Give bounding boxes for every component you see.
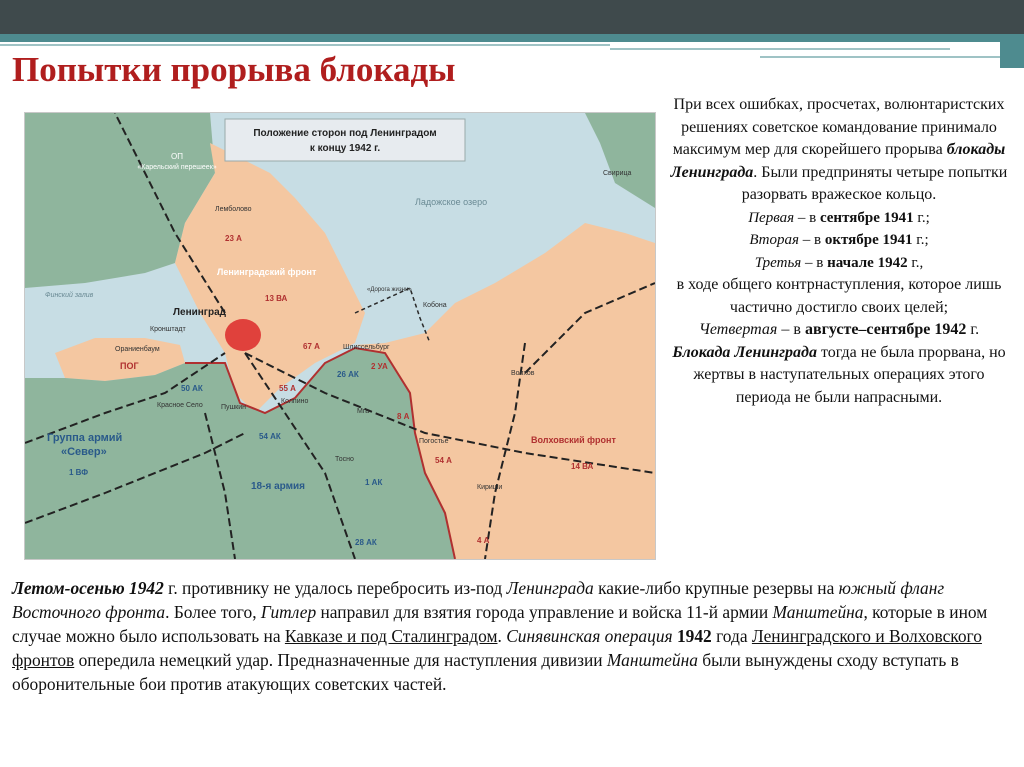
leningrad-city-marker [225,319,261,351]
header-corner [1000,34,1024,68]
label-lembolovo: Лемболово [215,206,252,213]
label-kolpino: Колпино [281,398,309,405]
label-14va: 14 ВА [571,462,594,471]
label-oranienbaum: Ораниенбаум [115,346,160,353]
label-volkhov-front: Волховский фронт [531,435,616,445]
label-54a: 54 А [435,456,452,465]
label-1vf: 1 ВФ [69,468,89,477]
label-volkhov: Волхов [511,370,535,377]
label-mga: Мга [357,408,370,415]
attempt-fourth: Четвертая – в августе–сентябре 1942 г. [698,321,980,338]
header-rule [610,48,950,50]
label-ladoga: Ладожское озеро [415,197,488,207]
label-pushkin: Пушкин [221,404,246,411]
header-accent-band [0,34,1024,42]
header-rule [0,44,610,46]
label-kirishi: Кириши [477,484,503,491]
side-text [666,94,1012,409]
side-conclusion: Блокада Ленинграда тогда не была прорвана, но жертвы в наступательных операциях этого периода не были напрасными. [672,343,1006,406]
label-army-group-north: «Север» [61,446,107,458]
bottom-paragraph: Летом-осенью 1942 г. противнику не удалось перебросить из-под Ленинграда какие-либо крупные резервы на южный фланг Восточного фронта. Более того, Гитлер направил для взятия города управление и войска 11-й армии Манштейна, которые в ином случае можно было использовать на Кавказе и под Сталинградом. Синявинская операция 1942 года Ленинградского и Волховского фронтов опередила немецкий удар. Предназначенные для наступления дивизии Манштейна были вынуждены сходу вступать в оборонительные бои против атакующих советских частей. [12,578,988,694]
label-army-group: Группа армий [47,432,123,444]
map-svg [25,113,655,559]
label-op: ОП [171,152,183,161]
label-1ak: 1 АК [365,478,383,487]
side-intro: При всех ошибках, просчетах, волюнтаристских решениях советское командование принимало максимум мер для скорейшего прорыва блокады Ленинграда. Были предприняты четыре попытки разорвать вражеское кольцо. [670,96,1008,203]
link-caucasus-stalingrad[interactable]: Кавказе и под Сталинградом [284,626,498,646]
legend-title-line2: к концу 1942 г. [309,143,381,154]
label-kobona: Кобона [423,302,447,309]
map-image [24,112,656,560]
label-28ak: 28 АК [355,538,377,547]
label-67a: 67 А [303,342,320,351]
attempt-first: Первая – в сентябре 1941 г.; [748,209,930,226]
label-tosno: Тосно [335,456,354,463]
label-23a: 23 А [225,234,242,243]
label-lenfront: Ленинградский фронт [217,267,317,277]
label-finnish-gulf: Финский залив [45,292,94,299]
legend-title-line1: Положение сторон под Ленинградом [253,128,437,139]
attempt-second: Вторая – в октябре 1941 г.; [749,232,929,248]
label-55a: 55 А [279,384,296,393]
attempt-third: Третья – в начале 1942 г., [754,254,924,271]
label-kronstadt: Кронштадт [150,326,186,333]
label-50ak: 50 АК [181,384,203,393]
label-8a: 8 А [397,412,410,421]
label-18-army: 18-я армия [251,481,305,492]
header-band [0,0,1024,34]
label-shlisselburg: Шлиссельбург [343,344,390,351]
label-karelian: «Карельский перешеек» [137,164,217,171]
label-leningrad: Ленинград [173,307,226,318]
label-2ua: 2 УА [371,362,388,371]
blockade-term: блокады Ленинграда [670,141,1006,181]
link-fronts[interactable]: Ленинградского и Волховского фронтов [12,626,982,670]
label-road-life: «Дорога жизни» [367,287,412,293]
header-rule [760,56,1024,58]
label-4a: 4 А [477,536,490,545]
label-pogostye: Погостье [419,438,449,445]
label-54ak: 54 АК [259,432,281,441]
slide-title: Попытки прорыва блокады [12,50,456,89]
label-13va: 13 ВА [265,294,288,303]
label-pog: ПОГ [120,361,139,371]
attempt-third-desc: в ходе общего контрнаступления, которое лишь частично достигло своих целей; [676,276,1002,316]
label-svirica: Свирица [603,170,632,177]
legend-box [225,119,465,161]
label-krasnoe-selo: Красное Село [157,402,203,409]
label-26ak: 26 АК [337,370,359,379]
